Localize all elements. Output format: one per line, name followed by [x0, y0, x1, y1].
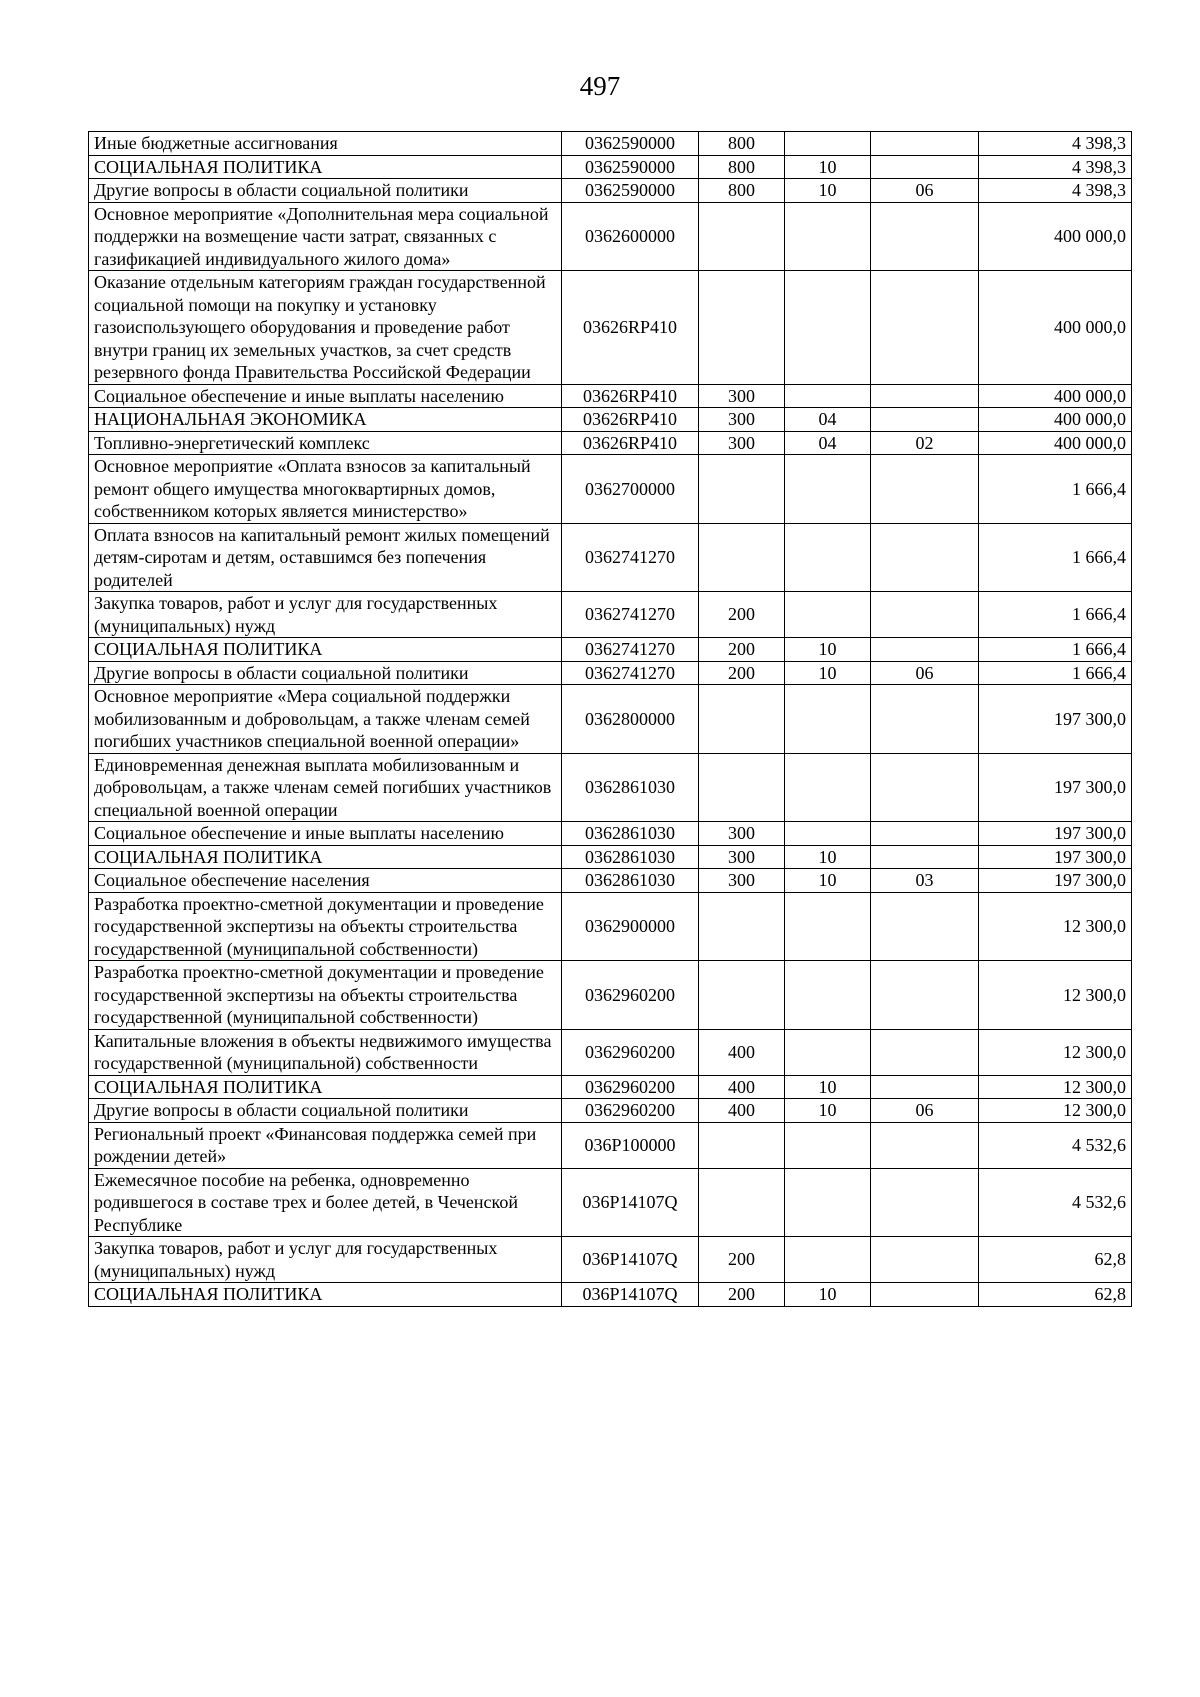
row-name-cell: Разработка проектно-сметной документации и проведение государственной экспертизы на объекты строительства государственной (муниципальной собственности): [89, 961, 562, 1030]
table-row: [89, 155, 1132, 179]
amount-cell: 400 000,0: [979, 202, 1132, 271]
expense-type-code-cell: [699, 523, 785, 592]
table-row: [89, 845, 1132, 869]
table-row: [89, 1283, 1132, 1307]
row-name-cell: Основное мероприятие «Мера социальной поддержки мобилизованным и добровольцам, а также членам семей погибших участников специальной военной операции»: [89, 685, 562, 754]
expense-type-code-cell: 400: [699, 1099, 785, 1123]
row-name-cell: Закупка товаров, работ и услуг для государственных (муниципальных) нужд: [89, 1237, 562, 1283]
target-article-code-cell: 0362700000: [562, 455, 699, 524]
row-name-cell: Основное мероприятие «Дополнительная мера социальной поддержки на возмещение части затрат, связанных с газификацией индивидуального жилого дома»: [89, 202, 562, 271]
table-row: [89, 1237, 1132, 1283]
table-row: [89, 892, 1132, 961]
section-code-cell: 10: [785, 1283, 871, 1307]
section-code-cell: 10: [785, 179, 871, 203]
target-article-code-cell: 036P14107Q: [562, 1237, 699, 1283]
expense-type-code-cell: 200: [699, 592, 785, 638]
expense-type-code-cell: [699, 1122, 785, 1168]
amount-cell: 1 666,4: [979, 523, 1132, 592]
row-name-cell: Региональный проект «Финансовая поддержка семей при рождении детей»: [89, 1122, 562, 1168]
subsection-code-cell: [871, 961, 979, 1030]
expense-type-code-cell: [699, 961, 785, 1030]
subsection-code-cell: [871, 1029, 979, 1075]
subsection-code-cell: [871, 1168, 979, 1237]
expense-type-code-cell: 400: [699, 1029, 785, 1075]
subsection-code-cell: 02: [871, 431, 979, 455]
section-code-cell: 04: [785, 408, 871, 432]
table-row: [89, 384, 1132, 408]
subsection-code-cell: [871, 685, 979, 754]
table-row: [89, 1029, 1132, 1075]
target-article-code-cell: 036P14107Q: [562, 1283, 699, 1307]
target-article-code-cell: 0362741270: [562, 592, 699, 638]
section-code-cell: 10: [785, 1075, 871, 1099]
section-code-cell: [785, 1168, 871, 1237]
row-name-cell: СОЦИАЛЬНАЯ ПОЛИТИКА: [89, 155, 562, 179]
row-name-cell: Ежемесячное пособие на ребенка, одновременно родившегося в составе трех и более детей, в Чеченской Республике: [89, 1168, 562, 1237]
row-name-cell: СОЦИАЛЬНАЯ ПОЛИТИКА: [89, 638, 562, 662]
expense-type-code-cell: [699, 202, 785, 271]
section-code-cell: 10: [785, 638, 871, 662]
subsection-code-cell: [871, 523, 979, 592]
section-code-cell: 10: [785, 845, 871, 869]
expense-type-code-cell: 200: [699, 661, 785, 685]
subsection-code-cell: [871, 408, 979, 432]
amount-cell: 1 666,4: [979, 638, 1132, 662]
target-article-code-cell: 0362861030: [562, 822, 699, 846]
row-name-cell: Капитальные вложения в объекты недвижимого имущества государственной (муниципальной) собственности: [89, 1029, 562, 1075]
section-code-cell: [785, 961, 871, 1030]
subsection-code-cell: [871, 202, 979, 271]
subsection-code-cell: 06: [871, 179, 979, 203]
amount-cell: 400 000,0: [979, 384, 1132, 408]
target-article-code-cell: 0362600000: [562, 202, 699, 271]
expense-type-code-cell: 200: [699, 638, 785, 662]
table-row: [89, 179, 1132, 203]
amount-cell: 400 000,0: [979, 271, 1132, 385]
target-article-code-cell: 0362800000: [562, 685, 699, 754]
amount-cell: 4 398,3: [979, 132, 1132, 156]
expense-type-code-cell: 300: [699, 845, 785, 869]
expense-type-code-cell: 400: [699, 1075, 785, 1099]
table-row: [89, 753, 1132, 822]
amount-cell: 197 300,0: [979, 845, 1132, 869]
amount-cell: 4 532,6: [979, 1168, 1132, 1237]
expense-type-code-cell: 300: [699, 822, 785, 846]
target-article-code-cell: 036P14107Q: [562, 1168, 699, 1237]
amount-cell: 12 300,0: [979, 892, 1132, 961]
row-name-cell: Разработка проектно-сметной документации и проведение государственной экспертизы на объекты строительства государственной (муниципальной собственности): [89, 892, 562, 961]
target-article-code-cell: 0362741270: [562, 661, 699, 685]
table-row: [89, 822, 1132, 846]
subsection-code-cell: 03: [871, 869, 979, 893]
section-code-cell: [785, 1029, 871, 1075]
amount-cell: 1 666,4: [979, 592, 1132, 638]
section-code-cell: [785, 753, 871, 822]
section-code-cell: [785, 132, 871, 156]
table-row: [89, 1099, 1132, 1123]
row-name-cell: Топливно-энергетический комплекс: [89, 431, 562, 455]
row-name-cell: Оказание отдельным категориям граждан государственной социальной помощи на покупку и установку газоиспользующего оборудования и проведение работ внутри границ их земельных участков, за счет средств резервного фонда Правительства Российской Федерации: [89, 271, 562, 385]
target-article-code-cell: 0362960200: [562, 961, 699, 1030]
table-row: [89, 961, 1132, 1030]
expense-type-code-cell: 300: [699, 384, 785, 408]
subsection-code-cell: [871, 892, 979, 961]
expense-type-code-cell: 200: [699, 1237, 785, 1283]
section-code-cell: 10: [785, 869, 871, 893]
target-article-code-cell: 03626RP410: [562, 408, 699, 432]
row-name-cell: Другие вопросы в области социальной политики: [89, 179, 562, 203]
row-name-cell: Оплата взносов на капитальный ремонт жилых помещений детям-сиротам и детям, оставшимся без попечения родителей: [89, 523, 562, 592]
amount-cell: 12 300,0: [979, 1075, 1132, 1099]
expense-type-code-cell: [699, 271, 785, 385]
expense-type-code-cell: [699, 892, 785, 961]
target-article-code-cell: 0362741270: [562, 523, 699, 592]
expense-type-code-cell: 200: [699, 1283, 785, 1307]
target-article-code-cell: 0362861030: [562, 753, 699, 822]
expense-type-code-cell: 300: [699, 431, 785, 455]
section-code-cell: [785, 592, 871, 638]
subsection-code-cell: [871, 455, 979, 524]
target-article-code-cell: 0362960200: [562, 1099, 699, 1123]
target-article-code-cell: 0362590000: [562, 155, 699, 179]
subsection-code-cell: [871, 1122, 979, 1168]
section-code-cell: [785, 202, 871, 271]
budget-table: [88, 131, 1132, 1307]
target-article-code-cell: 0362741270: [562, 638, 699, 662]
table-row: [89, 592, 1132, 638]
row-name-cell: СОЦИАЛЬНАЯ ПОЛИТИКА: [89, 1283, 562, 1307]
target-article-code-cell: 0362900000: [562, 892, 699, 961]
amount-cell: 4 398,3: [979, 155, 1132, 179]
expense-type-code-cell: [699, 455, 785, 524]
amount-cell: 197 300,0: [979, 822, 1132, 846]
amount-cell: 12 300,0: [979, 1099, 1132, 1123]
amount-cell: 1 666,4: [979, 661, 1132, 685]
section-code-cell: [785, 685, 871, 754]
table-row: [89, 869, 1132, 893]
row-name-cell: Единовременная денежная выплата мобилизованным и добровольцам, а также членам семей погибших участников специальной военной операции: [89, 753, 562, 822]
table-row: [89, 1075, 1132, 1099]
section-code-cell: 10: [785, 661, 871, 685]
section-code-cell: [785, 384, 871, 408]
target-article-code-cell: 03626RP410: [562, 271, 699, 385]
subsection-code-cell: [871, 753, 979, 822]
table-row: [89, 1122, 1132, 1168]
target-article-code-cell: 0362861030: [562, 869, 699, 893]
table-row: [89, 523, 1132, 592]
row-name-cell: Социальное обеспечение и иные выплаты населению: [89, 822, 562, 846]
subsection-code-cell: [871, 1237, 979, 1283]
row-name-cell: Основное мероприятие «Оплата взносов за капитальный ремонт общего имущества многоквартирных домов, собственником которых является министерство»: [89, 455, 562, 524]
expense-type-code-cell: 300: [699, 408, 785, 432]
table-row: [89, 271, 1132, 385]
table-row: [89, 638, 1132, 662]
row-name-cell: НАЦИОНАЛЬНАЯ ЭКОНОМИКА: [89, 408, 562, 432]
section-code-cell: 04: [785, 431, 871, 455]
amount-cell: 400 000,0: [979, 408, 1132, 432]
section-code-cell: 10: [785, 1099, 871, 1123]
amount-cell: 197 300,0: [979, 685, 1132, 754]
target-article-code-cell: 03626RP410: [562, 384, 699, 408]
target-article-code-cell: 0362960200: [562, 1075, 699, 1099]
amount-cell: 400 000,0: [979, 431, 1132, 455]
subsection-code-cell: [871, 1283, 979, 1307]
subsection-code-cell: 06: [871, 1099, 979, 1123]
subsection-code-cell: [871, 384, 979, 408]
subsection-code-cell: 06: [871, 661, 979, 685]
table-row: [89, 1168, 1132, 1237]
section-code-cell: [785, 1237, 871, 1283]
expense-type-code-cell: [699, 1168, 785, 1237]
target-article-code-cell: 0362960200: [562, 1029, 699, 1075]
row-name-cell: Социальное обеспечение населения: [89, 869, 562, 893]
section-code-cell: [785, 892, 871, 961]
expense-type-code-cell: 800: [699, 132, 785, 156]
amount-cell: 62,8: [979, 1283, 1132, 1307]
row-name-cell: Закупка товаров, работ и услуг для государственных (муниципальных) нужд: [89, 592, 562, 638]
subsection-code-cell: [871, 271, 979, 385]
table-row: [89, 132, 1132, 156]
target-article-code-cell: 036P100000: [562, 1122, 699, 1168]
expense-type-code-cell: 800: [699, 155, 785, 179]
subsection-code-cell: [871, 132, 979, 156]
subsection-code-cell: [871, 155, 979, 179]
target-article-code-cell: 0362861030: [562, 845, 699, 869]
amount-cell: 197 300,0: [979, 753, 1132, 822]
target-article-code-cell: 0362590000: [562, 179, 699, 203]
subsection-code-cell: [871, 822, 979, 846]
row-name-cell: СОЦИАЛЬНАЯ ПОЛИТИКА: [89, 1075, 562, 1099]
amount-cell: 12 300,0: [979, 961, 1132, 1030]
subsection-code-cell: [871, 592, 979, 638]
expense-type-code-cell: [699, 753, 785, 822]
table-row: [89, 455, 1132, 524]
table-row: [89, 202, 1132, 271]
budget-table-body: [89, 132, 1132, 1307]
row-name-cell: Социальное обеспечение и иные выплаты населению: [89, 384, 562, 408]
amount-cell: 12 300,0: [979, 1029, 1132, 1075]
target-article-code-cell: 03626RP410: [562, 431, 699, 455]
expense-type-code-cell: [699, 685, 785, 754]
table-row: [89, 685, 1132, 754]
section-code-cell: [785, 523, 871, 592]
section-code-cell: [785, 822, 871, 846]
subsection-code-cell: [871, 1075, 979, 1099]
section-code-cell: 10: [785, 155, 871, 179]
section-code-cell: [785, 271, 871, 385]
amount-cell: 62,8: [979, 1237, 1132, 1283]
row-name-cell: Другие вопросы в области социальной политики: [89, 1099, 562, 1123]
row-name-cell: Иные бюджетные ассигнования: [89, 132, 562, 156]
expense-type-code-cell: 800: [699, 179, 785, 203]
row-name-cell: СОЦИАЛЬНАЯ ПОЛИТИКА: [89, 845, 562, 869]
table-row: [89, 431, 1132, 455]
section-code-cell: [785, 1122, 871, 1168]
row-name-cell: Другие вопросы в области социальной политики: [89, 661, 562, 685]
amount-cell: 4 398,3: [979, 179, 1132, 203]
table-row: [89, 661, 1132, 685]
page-number: 497: [579, 71, 621, 101]
amount-cell: 4 532,6: [979, 1122, 1132, 1168]
subsection-code-cell: [871, 638, 979, 662]
target-article-code-cell: 0362590000: [562, 132, 699, 156]
amount-cell: 197 300,0: [979, 869, 1132, 893]
expense-type-code-cell: 300: [699, 869, 785, 893]
section-code-cell: [785, 455, 871, 524]
amount-cell: 1 666,4: [979, 455, 1132, 524]
table-row: [89, 408, 1132, 432]
subsection-code-cell: [871, 845, 979, 869]
